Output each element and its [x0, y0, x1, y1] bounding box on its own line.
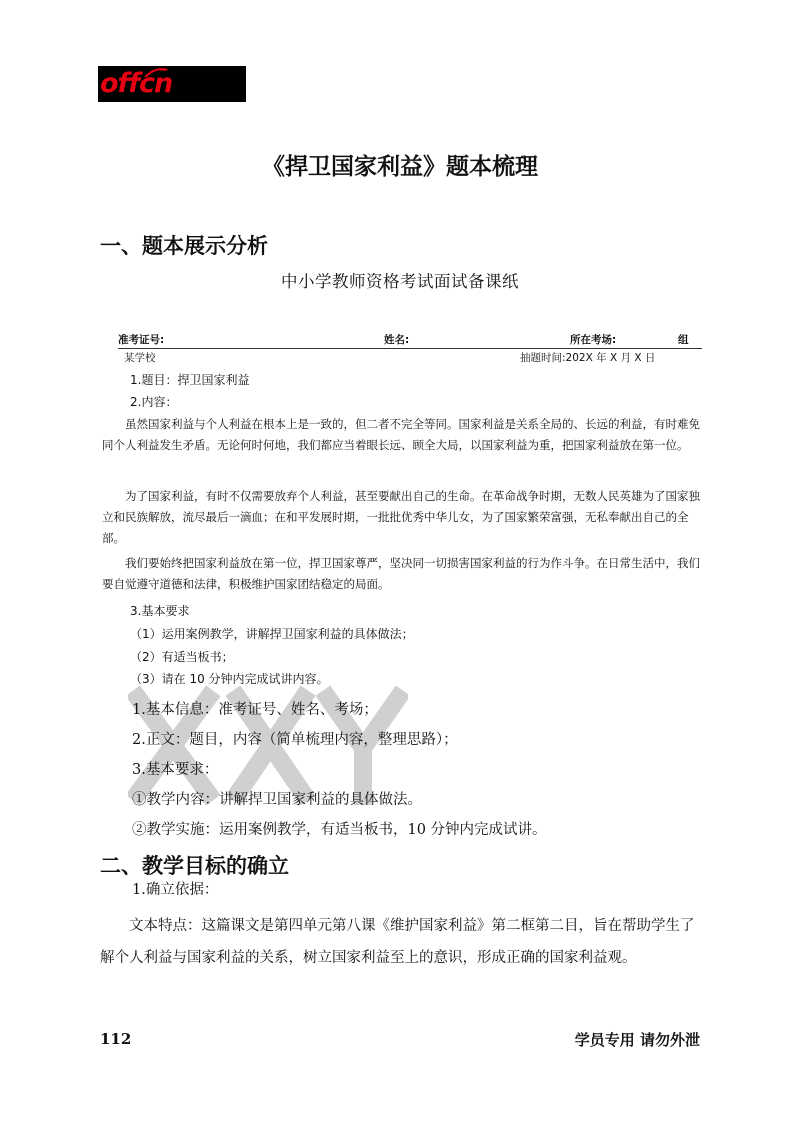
sheet-topic: 1.题目：捍卫国家利益 [130, 373, 250, 387]
section-heading-1: 一、题本展示分析 [100, 234, 268, 258]
label-exam-id: 准考证号: [118, 334, 165, 346]
label-group: 组 [678, 334, 689, 346]
sheet-paragraph-2: 为了国家利益，有时不仅需要放弃个人利益，甚至要献出自己的生命。在革命战争时期，无数人民英雄为了国家独立和民族解放，流尽最后一滴血；在和平发展时期，一批批优秀中华儿女，为了国家繁荣富强，无私奉献出自己的全部。 [102, 489, 700, 545]
text-features-paragraph: 文本特点：这篇课文是第四单元第八课《维护国家利益》第二框第二目，旨在帮助学生了解个人利益与国家利益的关系，树立国家利益至上的意识，形成正确的国家利益观。 [100, 918, 695, 966]
offcn-logo [98, 66, 246, 102]
sheet-requirements-label: 3.基本要求 [130, 604, 190, 618]
sheet-paragraph-1: 虽然国家利益与个人利益在根本上是一致的，但二者不完全等同。国家利益是关系全局的、长远的利益，有时难免同个人利益发生矛盾。无论何时何地，我们都应当着眼长远、顾全大局，以国家利益为重，把国家利益放在第一位。 [102, 417, 700, 452]
sheet-draw-time: 抽题时间:202X 年 X 月 X 日 [520, 352, 656, 364]
page-number: 112 [100, 1030, 132, 1048]
label-exam-room: 所在考场: [570, 334, 617, 346]
logo-text: offcn [100, 68, 173, 99]
page-title: 《捍卫国家利益》题本梳理 [262, 154, 538, 180]
sheet-requirement-2: （2）有适当板书； [130, 650, 234, 664]
sheet-school: 某学校 [124, 352, 156, 364]
analysis-line-1: 1.基本信息：准考证号、姓名、考场； [132, 702, 378, 718]
footer-note: 学员专用 请勿外泄 [574, 1031, 700, 1049]
basis-label: 1.确立依据： [132, 882, 219, 898]
analysis-line-2: 2.正文：题目，内容（简单梳理内容，整理思路）； [132, 732, 458, 748]
sheet-paragraph-3: 我们要始终把国家利益放在第一位，捍卫国家尊严，坚决同一切损害国家利益的行为作斗争。在日常生活中，我们要自觉遵守道德和法律，积极维护国家团结稳定的局面。 [102, 556, 700, 591]
analysis-line-3: 3.基本要求： [132, 762, 219, 778]
sheet-content-label: 2.内容： [130, 395, 178, 409]
section-heading-2: 二、教学目标的确立 [100, 854, 289, 878]
sheet-info-row [118, 332, 702, 349]
analysis-line-5: ②教学实施：运用案例教学，有适当板书，10 分钟内完成试讲。 [132, 822, 547, 838]
sheet-requirement-1: （1）运用案例教学，讲解捍卫国家利益的具体做法； [130, 627, 414, 641]
analysis-line-4: ①教学内容：讲解捍卫国家利益的具体做法。 [132, 792, 422, 808]
sheet-requirement-3: （3）请在 10 分钟内完成试讲内容。 [130, 672, 329, 686]
label-name: 姓名: [384, 334, 410, 346]
sheet-title: 中小学教师资格考试面试备课纸 [281, 272, 519, 291]
